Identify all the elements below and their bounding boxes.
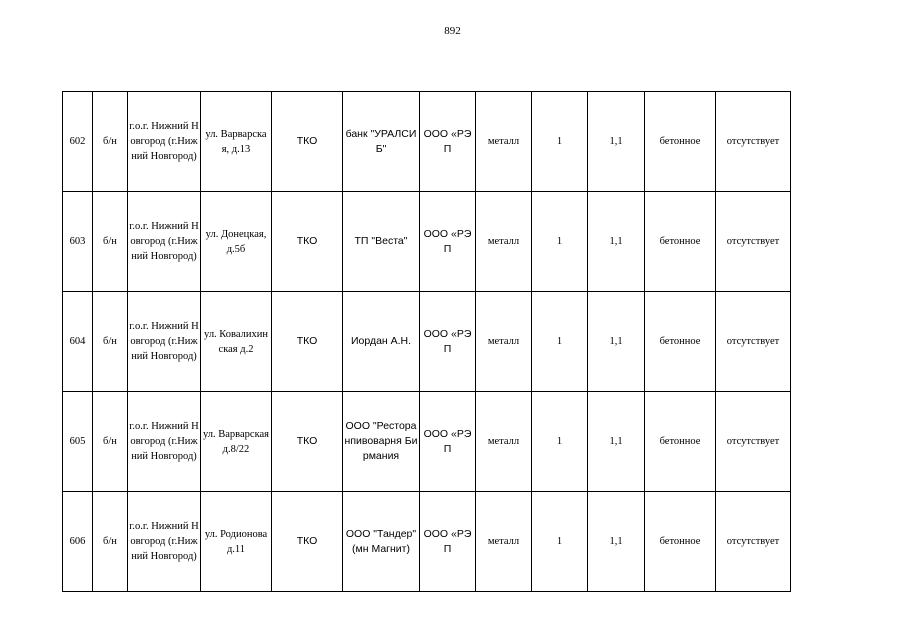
- cell-waste-type: ТКО: [272, 192, 343, 292]
- cell-address: ул. Родионова д.11: [201, 492, 272, 592]
- cell-municipality: г.о.г. Нижний Новгород (г.Нижний Новгород): [128, 192, 201, 292]
- cell-house-number: б/н: [93, 192, 128, 292]
- cell-surface-type: бетонное: [645, 392, 716, 492]
- cell-waste-type: ТКО: [272, 392, 343, 492]
- cell-fence: отсутствует: [716, 292, 791, 392]
- table-row: [63, 292, 791, 392]
- cell-container-volume: 1,1: [588, 92, 645, 192]
- cell-owner: ООО "Ресторанпивоварня Бирмания: [343, 392, 420, 492]
- cell-municipality: г.о.г. Нижний Новгород (г.Нижний Новгород): [128, 492, 201, 592]
- cell-container-count: 1: [532, 292, 588, 392]
- cell-house-number: б/н: [93, 492, 128, 592]
- cell-container-material: металл: [476, 492, 532, 592]
- cell-container-count: 1: [532, 192, 588, 292]
- cell-container-material: металл: [476, 392, 532, 492]
- cell-address: ул. Варварская д.8/22: [201, 392, 272, 492]
- cell-municipality: г.о.г. Нижний Новгород (г.Нижний Новгород): [128, 392, 201, 492]
- cell-container-count: 1: [532, 492, 588, 592]
- cell-surface-type: бетонное: [645, 192, 716, 292]
- cell-fence: отсутствует: [716, 492, 791, 592]
- cell-number: 602: [63, 92, 93, 192]
- cell-container-count: 1: [532, 92, 588, 192]
- cell-house-number: б/н: [93, 92, 128, 192]
- table-body: [63, 92, 791, 592]
- cell-municipality: г.о.г. Нижний Новгород (г.Нижний Новгород): [128, 292, 201, 392]
- cell-address: ул. Донецкая, д.5б: [201, 192, 272, 292]
- cell-container-material: металл: [476, 192, 532, 292]
- page-number: 892: [444, 25, 461, 37]
- cell-operator: ООО «РЭП: [420, 192, 476, 292]
- cell-surface-type: бетонное: [645, 92, 716, 192]
- cell-operator: ООО «РЭП: [420, 392, 476, 492]
- table-row: [63, 392, 791, 492]
- cell-container-volume: 1,1: [588, 492, 645, 592]
- cell-address: ул. Варварская, д.13: [201, 92, 272, 192]
- cell-container-material: металл: [476, 92, 532, 192]
- cell-number: 606: [63, 492, 93, 592]
- cell-waste-type: ТКО: [272, 92, 343, 192]
- cell-house-number: б/н: [93, 392, 128, 492]
- cell-operator: ООО «РЭП: [420, 92, 476, 192]
- cell-address: ул. Ковалихинская д.2: [201, 292, 272, 392]
- waste-site-registry-table: [62, 91, 791, 592]
- cell-container-count: 1: [532, 392, 588, 492]
- cell-fence: отсутствует: [716, 392, 791, 492]
- cell-owner: банк "УРАЛСИБ": [343, 92, 420, 192]
- cell-municipality: г.о.г. Нижний Новгород (г.Нижний Новгород): [128, 92, 201, 192]
- cell-surface-type: бетонное: [645, 492, 716, 592]
- table-row: [63, 492, 791, 592]
- cell-surface-type: бетонное: [645, 292, 716, 392]
- cell-fence: отсутствует: [716, 92, 791, 192]
- cell-container-volume: 1,1: [588, 292, 645, 392]
- cell-number: 603: [63, 192, 93, 292]
- cell-waste-type: ТКО: [272, 292, 343, 392]
- cell-operator: ООО «РЭП: [420, 292, 476, 392]
- table-row: [63, 192, 791, 292]
- table-row: [63, 92, 791, 192]
- cell-owner: Иордан А.Н.: [343, 292, 420, 392]
- cell-container-volume: 1,1: [588, 192, 645, 292]
- cell-house-number: б/н: [93, 292, 128, 392]
- cell-fence: отсутствует: [716, 192, 791, 292]
- cell-container-volume: 1,1: [588, 392, 645, 492]
- cell-owner: ООО "Тандер" (мн Магнит): [343, 492, 420, 592]
- cell-waste-type: ТКО: [272, 492, 343, 592]
- cell-container-material: металл: [476, 292, 532, 392]
- cell-number: 605: [63, 392, 93, 492]
- cell-owner: ТП "Веста": [343, 192, 420, 292]
- cell-number: 604: [63, 292, 93, 392]
- cell-operator: ООО «РЭП: [420, 492, 476, 592]
